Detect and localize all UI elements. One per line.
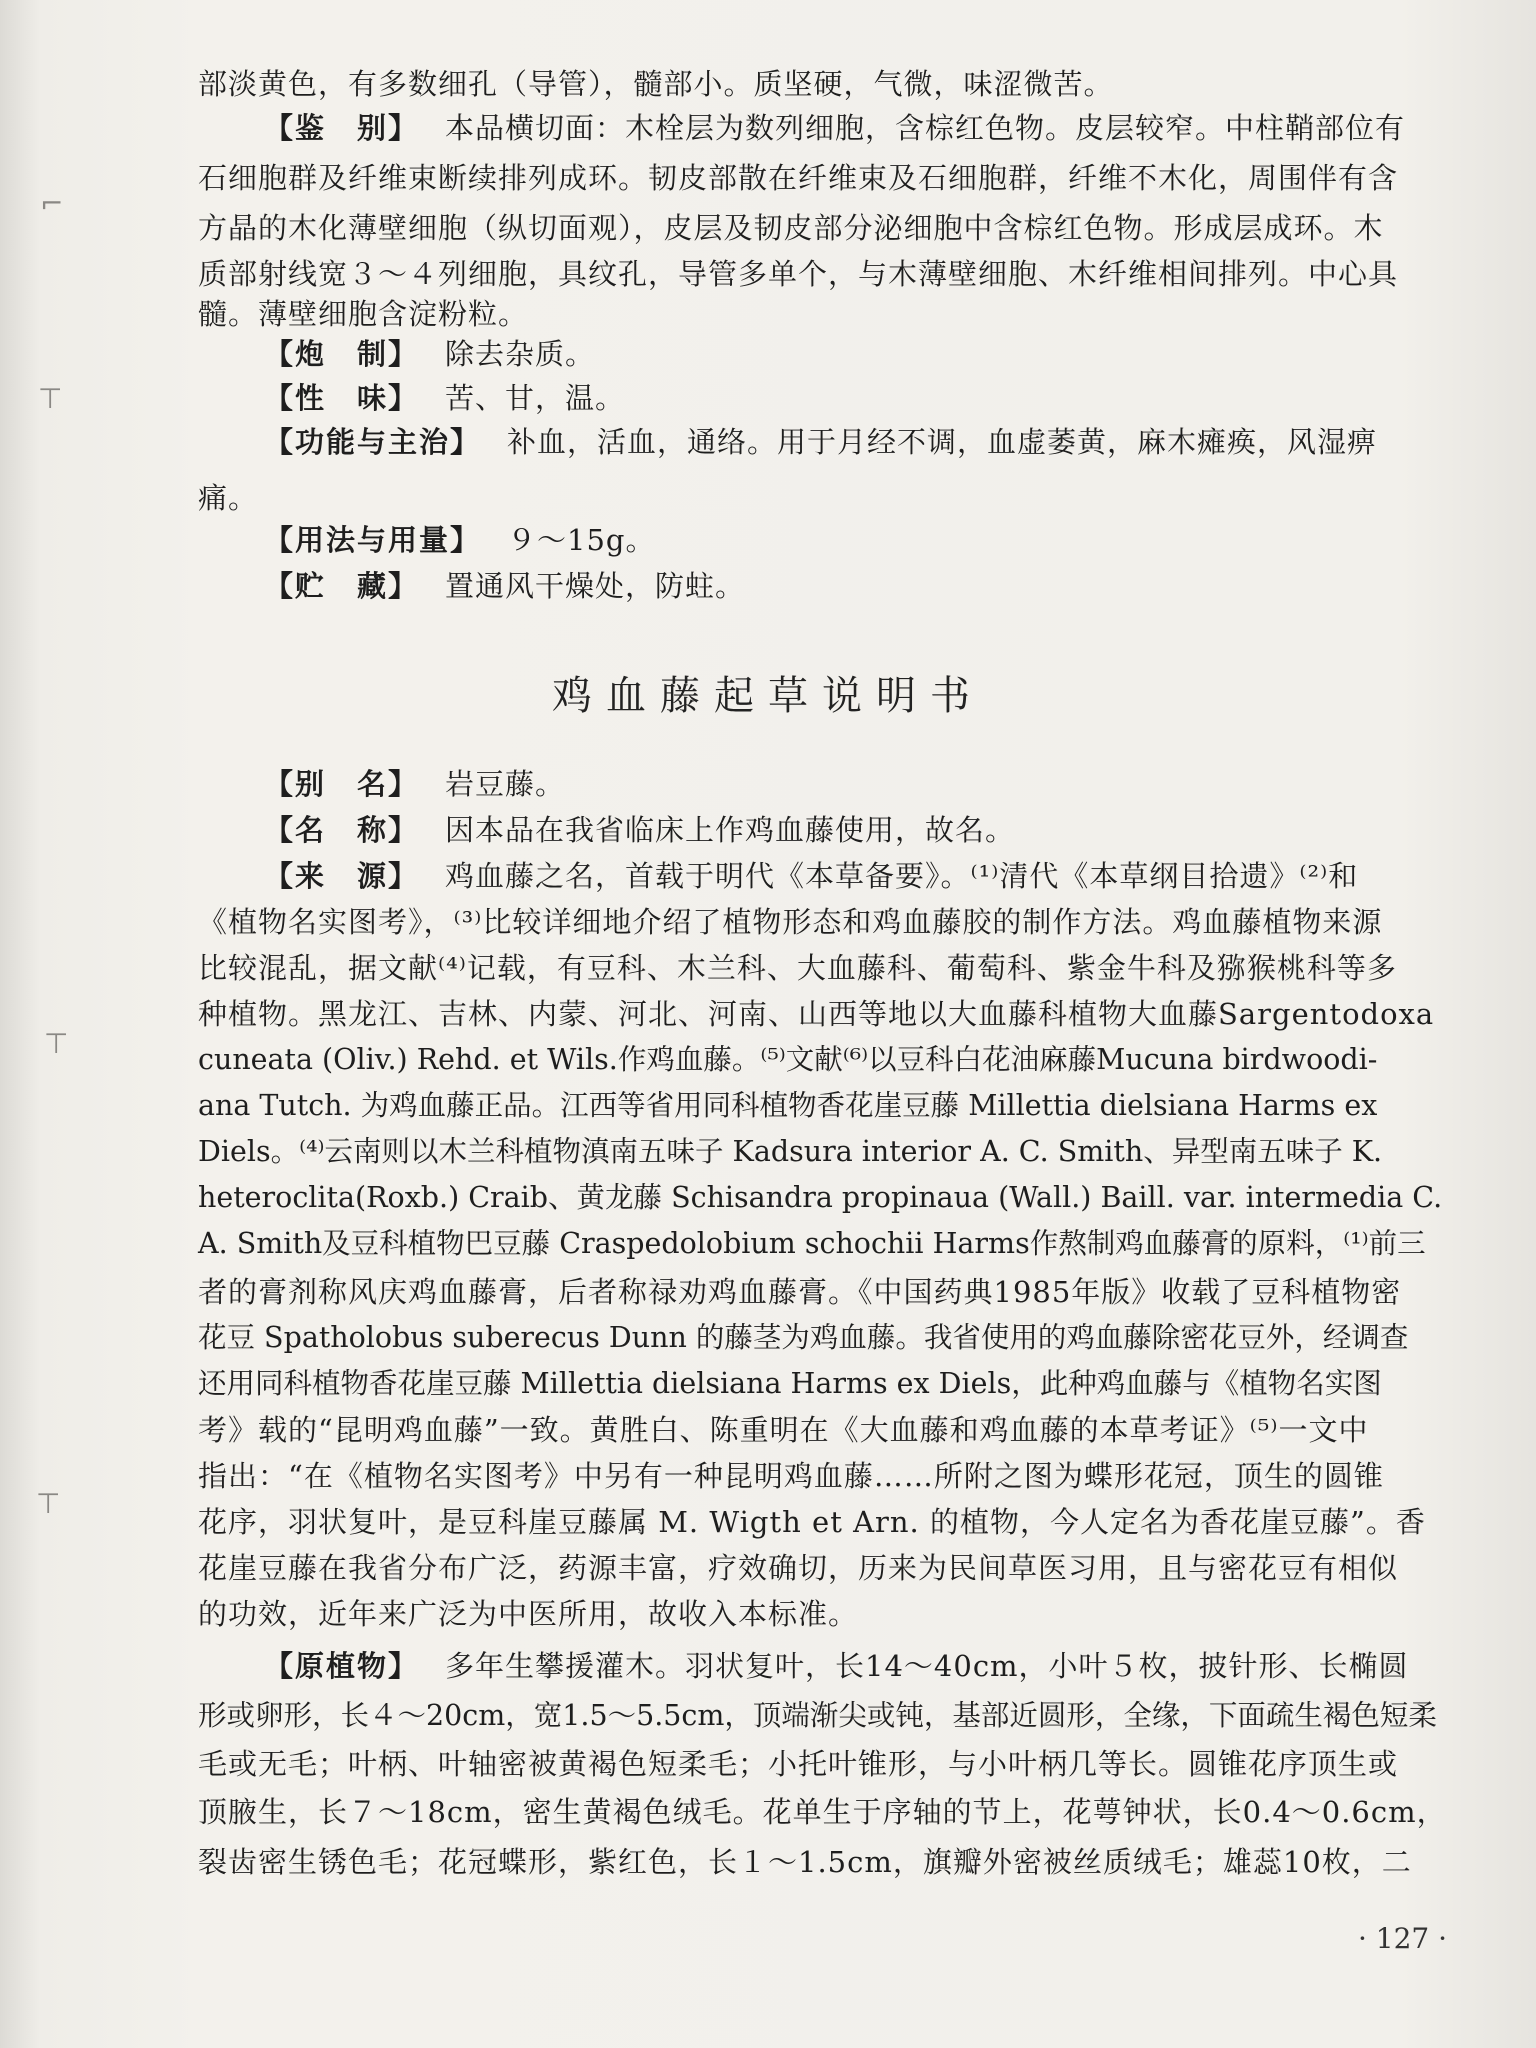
name-line: 【名 称】 因本品在我省临床上作鸡血藤使用，故名。 [264, 813, 1016, 847]
text-line: heteroclita(Roxb.) Craib、黄龙藤 Schisandra propinaua (Wall.) Baill. var. intermedia C. [198, 1181, 1443, 1214]
processing-label: 【炮 制】 [264, 337, 420, 371]
source-line-1: 【来 源】 鸡血藤之名，首载于明代《本草备要》。⁽¹⁾清代《本草纲目拾遗》⁽²⁾和 [264, 859, 1359, 893]
alias-label: 【别 名】 [264, 767, 420, 801]
identification-line-1: 【鉴 别】 本品横切面：木栓层为数列细胞，含棕红色物。皮层较窄。中柱鞘部位有 [264, 111, 1406, 145]
text-line: 比较混乱，据文献⁽⁴⁾记载，有豆科、木兰科、大血藤科、葡萄科、紫金牛科及猕猴桃科等多 [198, 951, 1397, 985]
text-line: 《植物名实图考》，⁽³⁾比较详细地介绍了植物形态和鸡血藤胶的制作方法。鸡血藤植物来源 [198, 905, 1383, 939]
text-line: 痛。 [198, 481, 259, 515]
text-line: 部淡黄色，有多数细孔（导管），髓部小。质坚硬，气微，味涩微苦。 [198, 67, 1114, 101]
text-line: Diels。⁽⁴⁾云南则以木兰科植物滇南五味子 Kadsura interior A. C. Smith、异型南五味子 K. [198, 1135, 1383, 1168]
text-line: ana Tutch. 为鸡血藤正品。江西等省用同科植物香花崖豆藤 Millettia dielsiana Harms ex [198, 1089, 1378, 1122]
text-line: 种植物。黑龙江、吉林、内蒙、河北、河南、山西等地以大血藤科植物大血藤Sargentodoxa [198, 997, 1435, 1031]
margin-tick-mark: ⊤ [44, 1027, 69, 1060]
text-line: 者的膏剂称风庆鸡血藤膏，后者称禄劝鸡血藤膏。《中国药典1985年版》收载了豆科植物密 [198, 1275, 1402, 1309]
text-line: 考》载的“昆明鸡血藤”一致。黄胜白、陈重明在《大血藤和鸡血藤的本草考证》⁽⁵⁾一文中 [198, 1413, 1369, 1447]
text-line: 花崖豆藤在我省分布广泛，药源丰富，疗效确切，历来为民间草医习用，且与密花豆有相似 [198, 1551, 1399, 1585]
text-line: 毛或无毛；叶柄、叶轴密被黄褐色短柔毛；小托叶锥形，与小叶柄几等长。圆锥花序顶生或 [198, 1747, 1399, 1781]
plant-label: 【原植物】 [264, 1649, 420, 1683]
text-line: 顶腋生，长７～18cm，密生黄褐色绒毛。花单生于序轴的节上，花萼钟状，长0.4～0.6cm， [198, 1795, 1447, 1829]
functions-label: 【功能与主治】 [264, 425, 482, 459]
text-line: 质部射线宽３～４列细胞，具纹孔，导管多单个，与木薄壁细胞、木纤维相间排列。中心具 [198, 257, 1399, 291]
nature-line: 【性 味】 苦、甘，温。 [264, 381, 626, 415]
text-line: A. Smith及豆科植物巴豆藤 Craspedolobium schochii Harms作熬制鸡血藤膏的原料，⁽¹⁾前三 [198, 1227, 1426, 1260]
text-line: 花序，羽状复叶，是豆科崖豆藤属 M. Wigth et Arn. 的植物，今人定名为香花崖豆藤”。香 [198, 1505, 1426, 1539]
text-line: 裂齿密生锈色毛；花冠蝶形，紫红色，长１～1.5cm，旗瓣外密被丝质绒毛；雄蕊10枚，二 [198, 1845, 1412, 1879]
text-line: 方晶的木化薄壁细胞（纵切面观），皮层及韧皮部分泌细胞中含棕红色物。形成层成环。木 [198, 211, 1384, 245]
nature-label: 【性 味】 [264, 381, 420, 415]
alias-line: 【别 名】 岩豆藤。 [264, 767, 566, 801]
section-title: 鸡血藤起草说明书 [552, 673, 984, 719]
text-line: 形或卵形，长４～20cm，宽1.5～5.5cm，顶端渐尖或钝，基部近圆形，全缘，下面疏生褐色短柔 [198, 1699, 1437, 1732]
functions-line: 【功能与主治】 补血，活血，通络。用于月经不调，血虚萎黄，麻木瘫痪，风湿痹 [264, 425, 1378, 459]
source-label: 【来 源】 [264, 859, 420, 893]
margin-tick-mark: ⊤ [38, 382, 63, 415]
text-line: 还用同科植物香花崖豆藤 Millettia dielsiana Harms ex Diels，此种鸡血藤与《植物名实图 [198, 1367, 1382, 1400]
text-line: 的功效，近年来广泛为中医所用，故收入本标准。 [198, 1597, 859, 1631]
dosage-line: 【用法与用量】 ９～15g。 [264, 523, 656, 557]
storage-label: 【贮 藏】 [264, 569, 420, 603]
identification-label: 【鉴 别】 [264, 111, 420, 145]
page-number: · 127 · [1358, 1922, 1448, 1955]
margin-tick-mark: ⌐ [40, 187, 64, 220]
name-label: 【名 称】 [264, 813, 420, 847]
text-line: 花豆 Spatholobus suberecus Dunn 的藤茎为鸡血藤。我省使用的鸡血藤除密花豆外，经调查 [198, 1321, 1409, 1354]
storage-line: 【贮 藏】 置通风干燥处，防蛀。 [264, 569, 746, 603]
plant-line-1: 【原植物】 多年生攀援灌木。羽状复叶，长14～40cm，小叶５枚，披针形、长椭圆 [264, 1649, 1409, 1683]
dosage-label: 【用法与用量】 [264, 523, 482, 557]
margin-tick-mark: ⊤ [36, 1487, 61, 1520]
text-line: 髓。薄壁细胞含淀粉粒。 [198, 297, 529, 331]
processing-line: 【炮 制】 除去杂质。 [264, 337, 596, 371]
text-line: 石细胞群及纤维束断续排列成环。韧皮部散在纤维束及石细胞群，纤维不木化，周围伴有含 [198, 161, 1399, 195]
text-line: cuneata (Oliv.) Rehd. et Wils.作鸡血藤。⁽⁵⁾文献⁽⁶⁾以豆科白花油麻藤Mucuna birdwoodi- [198, 1043, 1378, 1076]
text-line: 指出：“在《植物名实图考》中另有一种昆明鸡血藤……所附之图为蝶形花冠，顶生的圆锥 [198, 1459, 1384, 1493]
